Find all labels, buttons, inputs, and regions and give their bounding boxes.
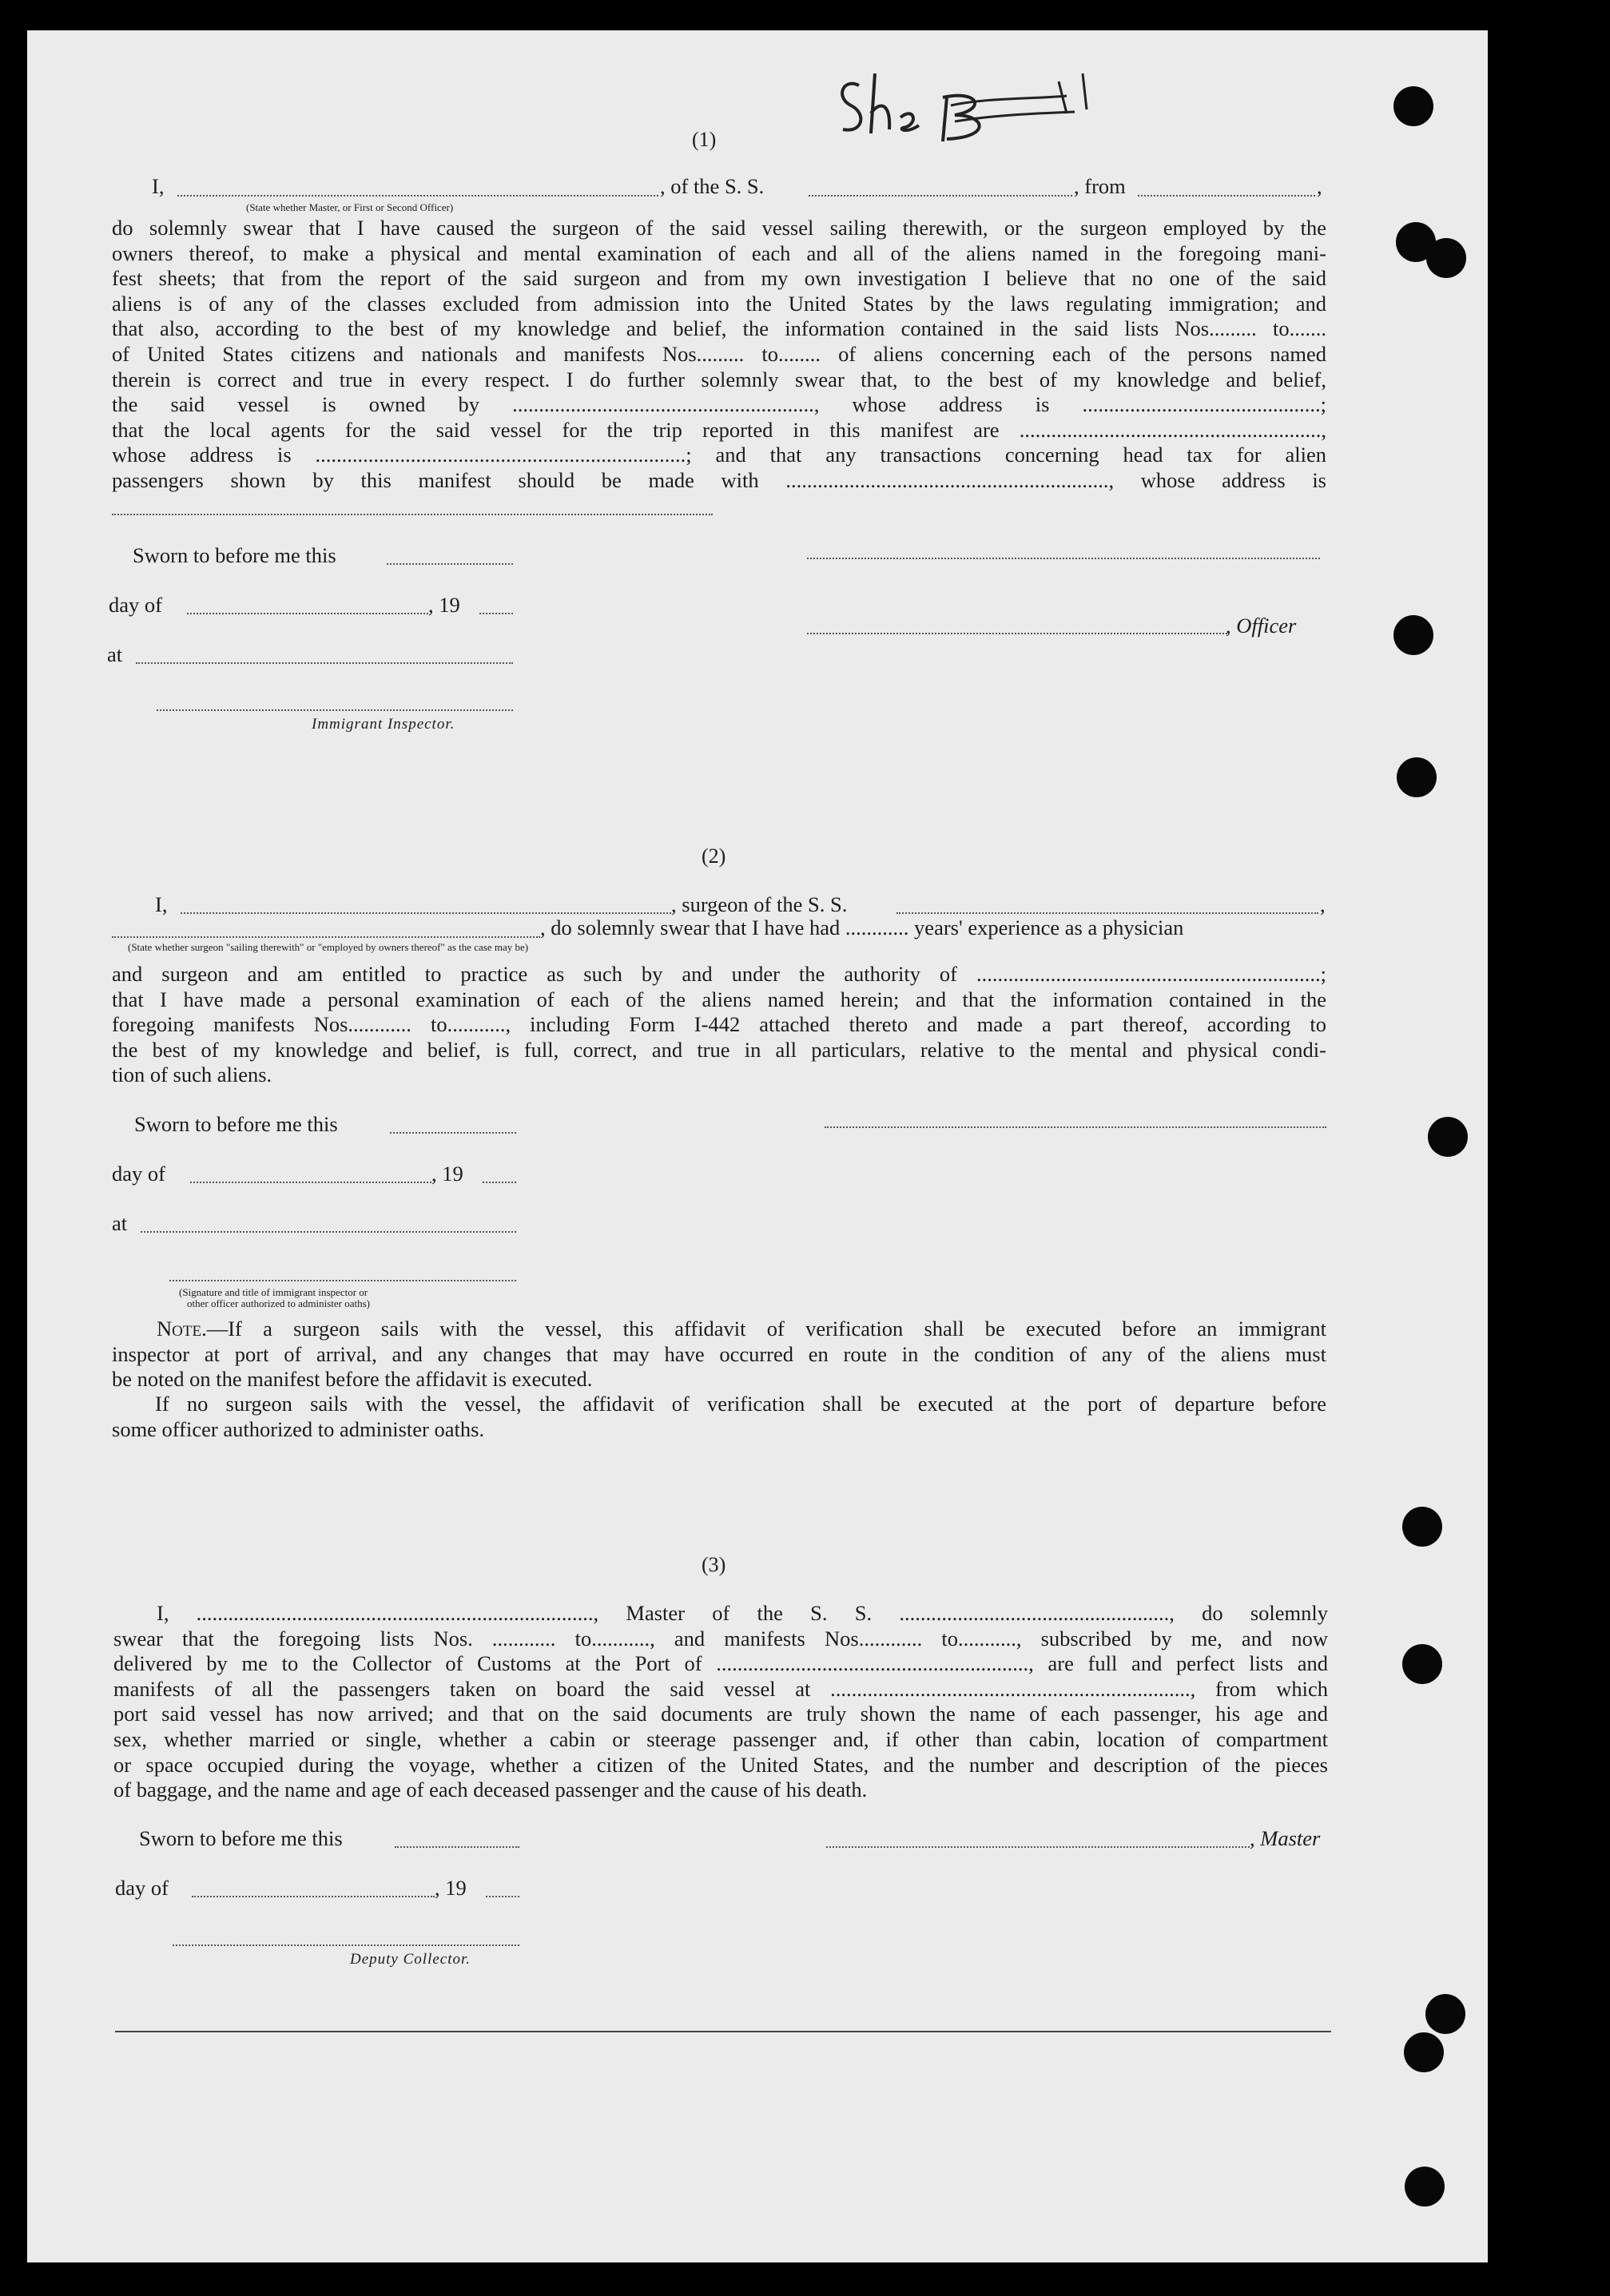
- surgeon-status-blank: [112, 936, 540, 938]
- punch-hole: [1402, 1507, 1442, 1547]
- day-of-label-2: day of: [112, 1162, 165, 1186]
- officer-sig-line: [807, 633, 1227, 634]
- officer-text: , Officer: [1226, 614, 1297, 638]
- from-end: [1317, 174, 1322, 199]
- master-officer-note: (State whether Master, or First or Second Officer): [246, 201, 454, 213]
- oath-line: and surgeon and am entitled to practice as such by and under the authority of .................................................................;: [112, 962, 1326, 986]
- oath-line: that the local agents for the said vessel for the trip reported in this manifest are .........................................................,: [112, 417, 1326, 442]
- sworn-date-blank-2: [390, 1132, 516, 1134]
- oath-line: that also, according to the best of my knowledge and belief, the information contained in the said lists Nos......... to.......: [112, 316, 1326, 341]
- day-of-label-1: day of: [109, 593, 162, 617]
- note-2-paragraph: [112, 1392, 1326, 1442]
- note-line: [112, 1317, 1326, 1342]
- section-1-oath-text: [112, 216, 1326, 494]
- oath-line: whose address is ......................................................................; and that any transactions concerning head tax for alien: [112, 443, 1326, 467]
- oath-line: foregoing manifests Nos............ to..........., including Form I-442 attached thereto and made a part thereof, according to: [112, 1012, 1326, 1037]
- oath-first-text: I, ..........................................................................., Master of the S. S. ..................................................., do solemnly: [157, 1601, 1328, 1625]
- from-port-blank: [1138, 195, 1315, 197]
- year-label-1: , 19: [428, 593, 460, 617]
- year-blank-3: [486, 1896, 519, 1897]
- oath-line: swear that the foregoing lists Nos. ............ to..........., and manifests Nos............ to..........., subscribed by me, and now: [113, 1626, 1328, 1650]
- note2-line: some officer authorized to administer oaths.: [112, 1416, 485, 1441]
- surgeon-sig-line: [825, 1126, 1326, 1128]
- oath-line: aliens is of any of the classes excluded from admission into the United States by the laws regulating immigration; and: [112, 291, 1326, 316]
- inspector-sig-line-2: [169, 1280, 516, 1281]
- agent-address-blank: [112, 514, 713, 515]
- note2-line: [112, 1392, 1326, 1417]
- label-i: I,: [152, 174, 165, 198]
- year-label-3: , 19: [435, 1876, 467, 1900]
- year-blank-1: [479, 613, 513, 614]
- oath-line: of United States citizens and nationals and manifests Nos......... to........ of aliens concerning each of the persons named: [112, 341, 1326, 366]
- oath-line: fest sheets; that from the report of the said surgeon and from my own investigation I believe that no one of the said: [112, 266, 1326, 291]
- from-label: [1074, 174, 1126, 199]
- sworn-date-blank-3: [395, 1846, 519, 1848]
- oath-line: the said vessel is owned by ........................................................., whose address is .............................................;: [112, 392, 1326, 417]
- punch-hole: [1393, 86, 1433, 126]
- sworn-label-3: Sworn to before me this: [139, 1826, 343, 1850]
- officer-sig-line-top: [807, 558, 1320, 559]
- oath-line: sex, whether married or single, whether a cabin or steerage passenger and, if other than cabin, location of compartment: [113, 1726, 1328, 1751]
- handwritten-annotation: [827, 66, 1099, 153]
- surgeon-status-note: (State whether surgeon "sailing therewith" or "employed by owners thereof" as the case may be): [128, 941, 529, 953]
- punch-hole: [1426, 238, 1466, 278]
- section-3-oath-text: [113, 1601, 1328, 1803]
- oath-line: owners thereof, to make a physical and mental examination of each and all of the aliens named in the foregoing mani-: [112, 240, 1326, 265]
- master-label: , Master: [1250, 1826, 1321, 1850]
- note-line: be noted on the manifest before the affidavit is executed.: [112, 1367, 593, 1392]
- note-paragraph: [112, 1317, 1326, 1392]
- surgeon-line-end: ,: [1320, 892, 1326, 916]
- at-place-blank-1: [136, 662, 513, 664]
- oath-line: or space occupied during the voyage, whether a citizen of the United States, and the number and description of the pieces: [113, 1752, 1328, 1777]
- note-label: Note.: [157, 1317, 207, 1341]
- section-3-heading: (3): [702, 1553, 726, 1576]
- oath-line: manifests of all the passengers taken on board the said vessel at ...................................................................., from which: [113, 1676, 1328, 1701]
- master-name-blank: [177, 195, 658, 197]
- sworn-date-blank-1: [387, 563, 513, 565]
- from-text: , from: [1074, 174, 1126, 198]
- oath-line: passengers shown by this manifest should be made with ............................................................., whose address is: [112, 467, 1326, 492]
- oath-line: [113, 1601, 1328, 1627]
- collector-sig-line: [173, 1944, 519, 1946]
- surgeon-ship-blank: [896, 912, 1318, 914]
- day-month-blank-1: [187, 613, 428, 614]
- oath-line: delivered by me to the Collector of Customs at the Port of ..........................................................., are full and perfect lists and: [113, 1651, 1328, 1676]
- oath-line: of baggage, and the name and age of each deceased passenger and the cause of his death.: [113, 1778, 868, 1802]
- of-ss-text: , of the S. S.: [660, 174, 765, 198]
- punch-hole: [1404, 2032, 1444, 2072]
- master-line: [152, 174, 164, 199]
- oath-line: that I have made a personal examination of each of the aliens named herein; and that the information contained in the: [112, 987, 1326, 1011]
- day-month-blank-3: [192, 1896, 435, 1897]
- oath-line: therein is correct and true in every respect. I do further solemnly swear that, to the best of my knowledge and belief,: [112, 367, 1326, 391]
- at-place-blank-2: [141, 1231, 516, 1233]
- officer-label: [1226, 614, 1296, 638]
- at-label-1: at: [107, 642, 123, 666]
- section-2-oath-text: [112, 962, 1326, 1088]
- surgeon-i-label: I,: [155, 892, 168, 916]
- section-2-heading: (2): [702, 844, 726, 868]
- punch-hole: [1393, 615, 1433, 655]
- section-1-heading: (1): [692, 128, 717, 151]
- punch-hole: [1397, 757, 1437, 797]
- from-comma: ,: [1317, 174, 1322, 198]
- punch-hole: [1405, 2167, 1445, 2207]
- day-of-label-3: day of: [115, 1876, 169, 1900]
- surgeon-name-blank: [181, 912, 671, 914]
- note2-text: If no surgeon sails with the vessel, the affidavit of verification shall be executed at the port of departure before: [155, 1392, 1326, 1416]
- oath-line: tion of such aliens.: [112, 1063, 272, 1087]
- year-blank-2: [483, 1182, 516, 1183]
- oath-line: port said vessel has now arrived; and that on the said documents are truly shown the name of each passenger, his age and: [113, 1702, 1328, 1726]
- punch-hole: [1428, 1117, 1468, 1157]
- bottom-rule: [115, 2031, 1331, 2032]
- sworn-label-2: Sworn to before me this: [134, 1112, 338, 1136]
- day-month-blank-2: [190, 1182, 431, 1183]
- signature-caption-1: (Signature and title of immigrant inspector or: [179, 1286, 368, 1298]
- surgeon-experience-line: , do solemnly swear that I have had ............ years' experience as a physician: [540, 916, 1184, 939]
- ship-name-blank: [809, 195, 1072, 197]
- note-line: inspector at port of arrival, and any changes that may have occurred en route in the condition of any of the aliens must: [112, 1341, 1326, 1366]
- immigrant-inspector-label: Immigrant Inspector.: [312, 716, 455, 733]
- year-label-2: , 19: [431, 1162, 463, 1186]
- oath-line: the best of my knowledge and belief, is full, correct, and true in all particulars, relative to the mental and physical condi-: [112, 1037, 1326, 1062]
- master-sig-line: [826, 1846, 1250, 1848]
- deputy-collector-label: Deputy Collector.: [350, 1951, 471, 1968]
- signature-caption-2: other officer authorized to administer oaths): [187, 1297, 370, 1309]
- surgeon-of-ss-label: , surgeon of the S. S.: [671, 892, 848, 916]
- sworn-label-1: Sworn to before me this: [133, 543, 336, 567]
- note-text: —If a surgeon sails with the vessel, this affidavit of verification shall be executed before an immigrant: [206, 1317, 1326, 1341]
- of-ss-label: [660, 174, 764, 199]
- inspector-sig-line: [157, 709, 513, 711]
- punch-hole: [1402, 1644, 1442, 1684]
- punch-hole: [1425, 1994, 1465, 2034]
- oath-line: do solemnly swear that I have caused the surgeon of the said vessel sailing therewith, or the surgeon employed by the: [112, 216, 1326, 240]
- at-label-2: at: [112, 1211, 128, 1235]
